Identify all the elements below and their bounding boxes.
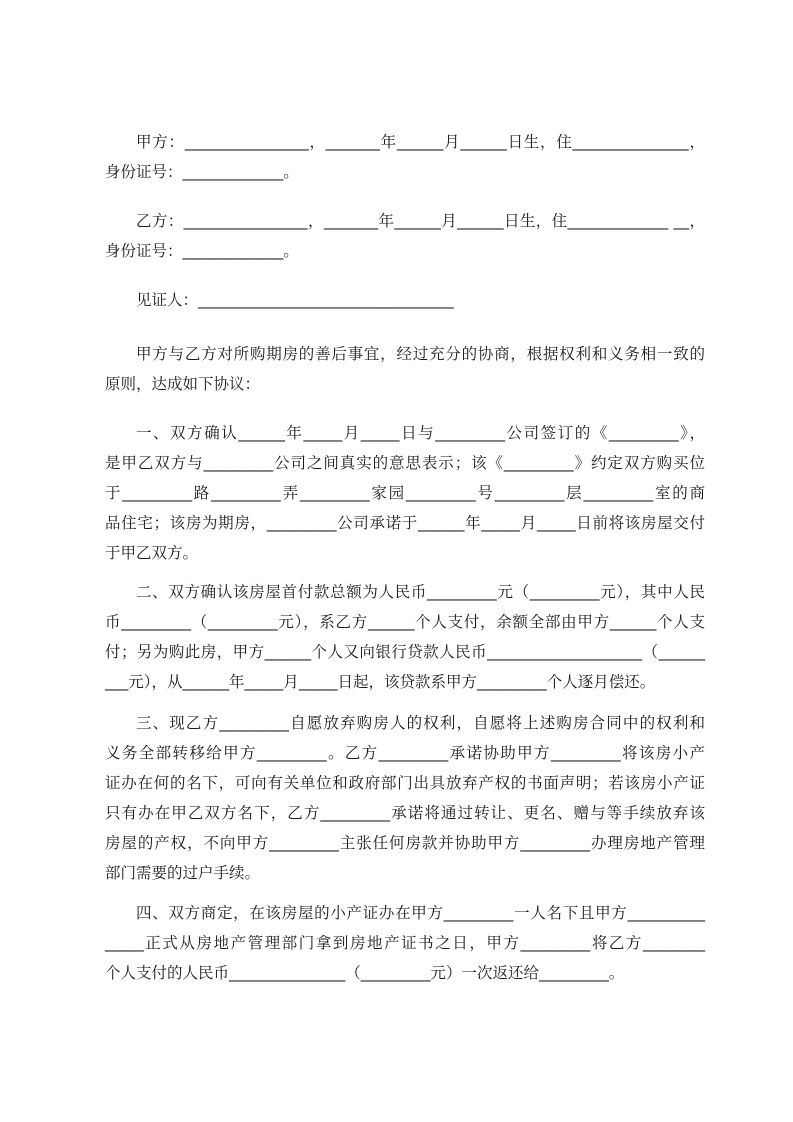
paragraph-line: _____正式从房地产管理部门拿到房地产证书之日，甲方_________将乙方________ (105, 934, 705, 952)
paragraph-line: 币_________（_________元），系乙方______个人支付，余额全部由甲方______个人支 (105, 613, 705, 631)
paragraph-line: 个人支付的人民币_______________（_________元）一次返还给_________。 (105, 964, 625, 982)
paragraph-line: 一、双方确认______年_____月_____日与_________公司签订的《_________》， (136, 424, 705, 442)
paragraph-line: 见证人：_________________________________ (136, 291, 454, 309)
paragraph-line: 是甲乙双方与_________公司之间真实的意思表示；该《_________》约定双方购买位 (105, 454, 705, 472)
paragraph-line: ___元），从______年_____月_____日起，该贷款系甲方_________个人逐月偿还。 (105, 673, 656, 691)
paragraph-line: 乙方：________________，_______年______月______日生，住_____________ __， (136, 212, 705, 230)
paragraph-line: 部门需要的过户手续。 (105, 864, 261, 882)
paragraph-witness (105, 285, 705, 315)
paragraph-line: 品住宅；该房为期房，_________公司承诺于______年_____月_____日前将该房屋交付 (105, 514, 705, 532)
paragraph-clause-1 (105, 418, 705, 568)
paragraph-line: 身份证号：_____________。 (105, 163, 299, 181)
paragraph-clause-3 (105, 708, 705, 888)
paragraph-clause-2 (105, 577, 705, 697)
paragraph-line: 付；另为购此房，甲方______个人又向银行贷款人民币____________________（______ (105, 643, 705, 661)
paragraph-line: 于_________路_________弄_________家园_________号_________层_________室的商 (105, 484, 705, 502)
paragraph-line: 二、双方确认该房屋首付款总额为人民币_________元（_________元），其中人民 (136, 583, 705, 601)
paragraph-preamble (105, 339, 705, 399)
paragraph-line: 证办在何的名下，可向有关单位和政府部门出具放弃产权的书面声明；若该房小产证 (105, 774, 705, 792)
paragraph-line: 甲方：________________，_______年______月______日生，住_______________， (136, 133, 705, 151)
paragraph-line: 原则，达成如下协议： (105, 375, 261, 393)
paragraph-line: 义务全部转移给甲方_________。乙方_________承诺协助甲方_________将该房小产 (105, 744, 705, 762)
paragraph-line: 四、双方商定，在该房屋的小产证办在甲方_________一人名下且甲方__________ (136, 904, 705, 922)
paragraph-line: 身份证号：_____________。 (105, 242, 299, 260)
paragraph-clause-4 (105, 898, 705, 988)
paragraph-party-b (105, 206, 705, 266)
paragraph-line: 三、现乙方_________自愿放弃购房人的权利，自愿将上述购房合同中的权利和 (136, 714, 705, 732)
paragraph-line: 只有办在甲乙双方名下，乙方_________承诺将通过转让、更名、赠与等手续放弃该 (105, 804, 705, 822)
paragraph-line: 房屋的产权，不向甲方_________主张任何房款并协助甲方_________办理房地产管理 (105, 834, 705, 852)
paragraph-line: 甲方与乙方对所购期房的善后事宜，经过充分的协商，根据权利和义务相一致的 (136, 345, 705, 363)
paragraph-line: 于甲乙双方。 (105, 544, 199, 562)
paragraph-party-a (105, 127, 705, 187)
